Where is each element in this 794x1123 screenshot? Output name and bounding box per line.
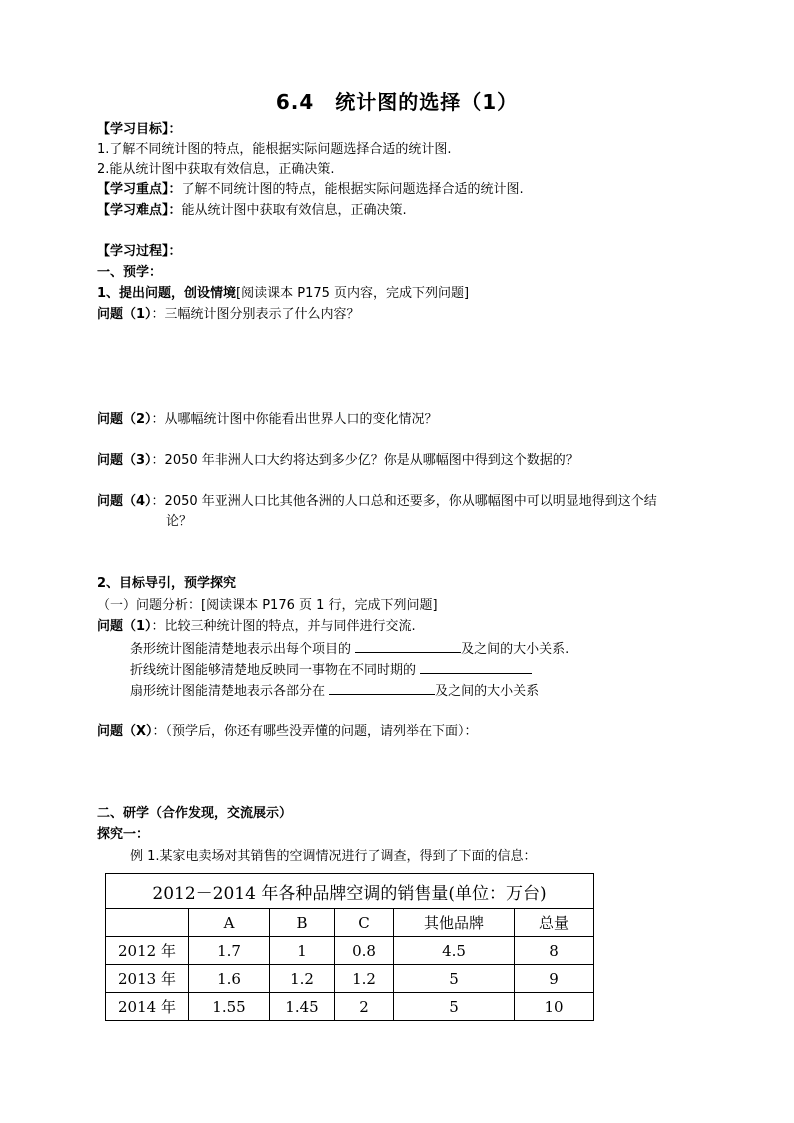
section-preview: 一、预学：: [97, 265, 163, 280]
table-cell: 8: [515, 937, 594, 965]
question-4-continued: 论？: [166, 514, 193, 529]
question-2: [97, 412, 438, 428]
table-caption: 2012－2014 年各种品牌空调的销售量(单位：万台): [106, 874, 594, 909]
question-1b-label: 问题（1）: [97, 619, 152, 634]
question-1-text: ：三幅统计图分别表示了什么内容？: [151, 307, 360, 322]
explore-1: 探究一：: [97, 827, 150, 842]
bar-chart-line: [130, 640, 569, 658]
table-cell: 1.7: [189, 937, 270, 965]
table-cell: 1.55: [189, 993, 270, 1021]
question-4-text: ：2050 年亚洲人口比其他各洲的人口总和还要多，你从哪幅图中可以明显地得到这个结: [151, 494, 657, 509]
subsection-1: [97, 286, 469, 302]
table-header-row: [106, 909, 594, 937]
difficulty-label: 【学习难点】：: [97, 203, 182, 218]
table-cell: 2014 年: [106, 993, 189, 1021]
question-2-label: 问题（2）: [97, 412, 152, 427]
table-cell: 4.5: [394, 937, 515, 965]
sales-table: [105, 873, 594, 1021]
table-header-cell: C: [335, 909, 394, 937]
subsection-1-note: [阅读课本 P175 页内容，完成下列问题]: [236, 286, 470, 301]
table-row: [106, 965, 594, 993]
table-cell: 0.8: [335, 937, 394, 965]
difficulty-point: [97, 203, 407, 219]
subsection-2: 2、目标导引，预学探究: [97, 576, 237, 591]
table-cell: 2013 年: [106, 965, 189, 993]
pie-chart-prefix: 扇形统计图能清楚地表示各部分在: [130, 684, 326, 699]
table-cell: 1.6: [189, 965, 270, 993]
table-header-cell: [106, 909, 189, 937]
bar-chart-blank[interactable]: [355, 640, 461, 653]
table-cell: 1.2: [335, 965, 394, 993]
question-2-text: ：从哪幅统计图中你能看出世界人口的变化情况？: [151, 412, 438, 427]
table-cell: 9: [515, 965, 594, 993]
table-cell: 2: [335, 993, 394, 1021]
question-x: [97, 724, 478, 740]
bar-chart-suffix: 及之间的大小关系.: [461, 642, 570, 657]
question-4-label: 问题（4）: [97, 494, 152, 509]
pie-chart-suffix: 及之间的大小关系: [435, 684, 540, 699]
table-cell: 5: [394, 965, 515, 993]
bar-chart-prefix: 条形统计图能清楚地表示出每个项目的: [130, 642, 352, 657]
key-point-text: 了解不同统计图的特点，能根据实际问题选择合适的统计图.: [181, 182, 524, 197]
table-cell: 5: [394, 993, 515, 1021]
table-header-cell: 其他品牌: [394, 909, 515, 937]
question-1b: [97, 619, 416, 635]
pie-chart-blank[interactable]: [329, 682, 435, 695]
line-chart-prefix: 折线统计图能够清楚地反映同一事物在不同时期的: [130, 663, 417, 678]
table-cell: 1.45: [270, 993, 335, 1021]
pie-chart-line: [130, 682, 539, 700]
key-point: [97, 182, 524, 198]
table-header-cell: A: [189, 909, 270, 937]
question-3-text: ：2050 年非洲人口大约将达到多少亿？你是从哪幅图中得到这个数据的？: [151, 453, 579, 468]
key-point-label: 【学习重点】：: [97, 182, 182, 197]
subsection-1-title: 1、提出问题，创设情境: [97, 286, 237, 301]
table-row: [106, 937, 594, 965]
table-cell: 1: [270, 937, 335, 965]
objective-1: 1.了解不同统计图的特点，能根据实际问题选择合适的统计图.: [97, 142, 452, 157]
difficulty-text: 能从统计图中获取有效信息，正确决策.: [181, 203, 407, 218]
table-header-cell: B: [270, 909, 335, 937]
example-1: 例 1.某家电卖场对其销售的空调情况进行了调查，得到了下面的信息：: [130, 849, 537, 864]
line-chart-line: [130, 661, 532, 679]
table-cell: 1.2: [270, 965, 335, 993]
question-x-text: ：（预学后，你还有哪些没弄懂的问题，请列举在下面）：: [152, 724, 478, 739]
question-4: [97, 494, 657, 510]
objective-2: 2.能从统计图中获取有效信息，正确决策.: [97, 162, 335, 177]
table-cell: 2012 年: [106, 937, 189, 965]
table-header-cell: 总量: [515, 909, 594, 937]
section-research: 二、研学（合作发现，交流展示）: [97, 806, 293, 821]
table-row: [106, 993, 594, 1021]
analysis-line: （一）问题分析：[阅读课本 P176 页 1 行，完成下列问题]: [97, 598, 438, 613]
question-x-label: 问题（X）: [97, 724, 153, 739]
question-1-label: 问题（1）: [97, 307, 152, 322]
table-cell: 10: [515, 993, 594, 1021]
objectives-heading: 【学习目标】：: [97, 122, 182, 137]
line-chart-blank[interactable]: [420, 661, 532, 674]
question-3: [97, 453, 579, 469]
page-title: 6.4 统计图的选择（1）: [275, 90, 519, 114]
process-heading: 【学习过程】：: [97, 244, 182, 259]
question-1: [97, 307, 360, 323]
question-1b-text: ：比较三种统计图的特点，并与同伴进行交流.: [151, 619, 416, 634]
question-3-label: 问题（3）: [97, 453, 152, 468]
